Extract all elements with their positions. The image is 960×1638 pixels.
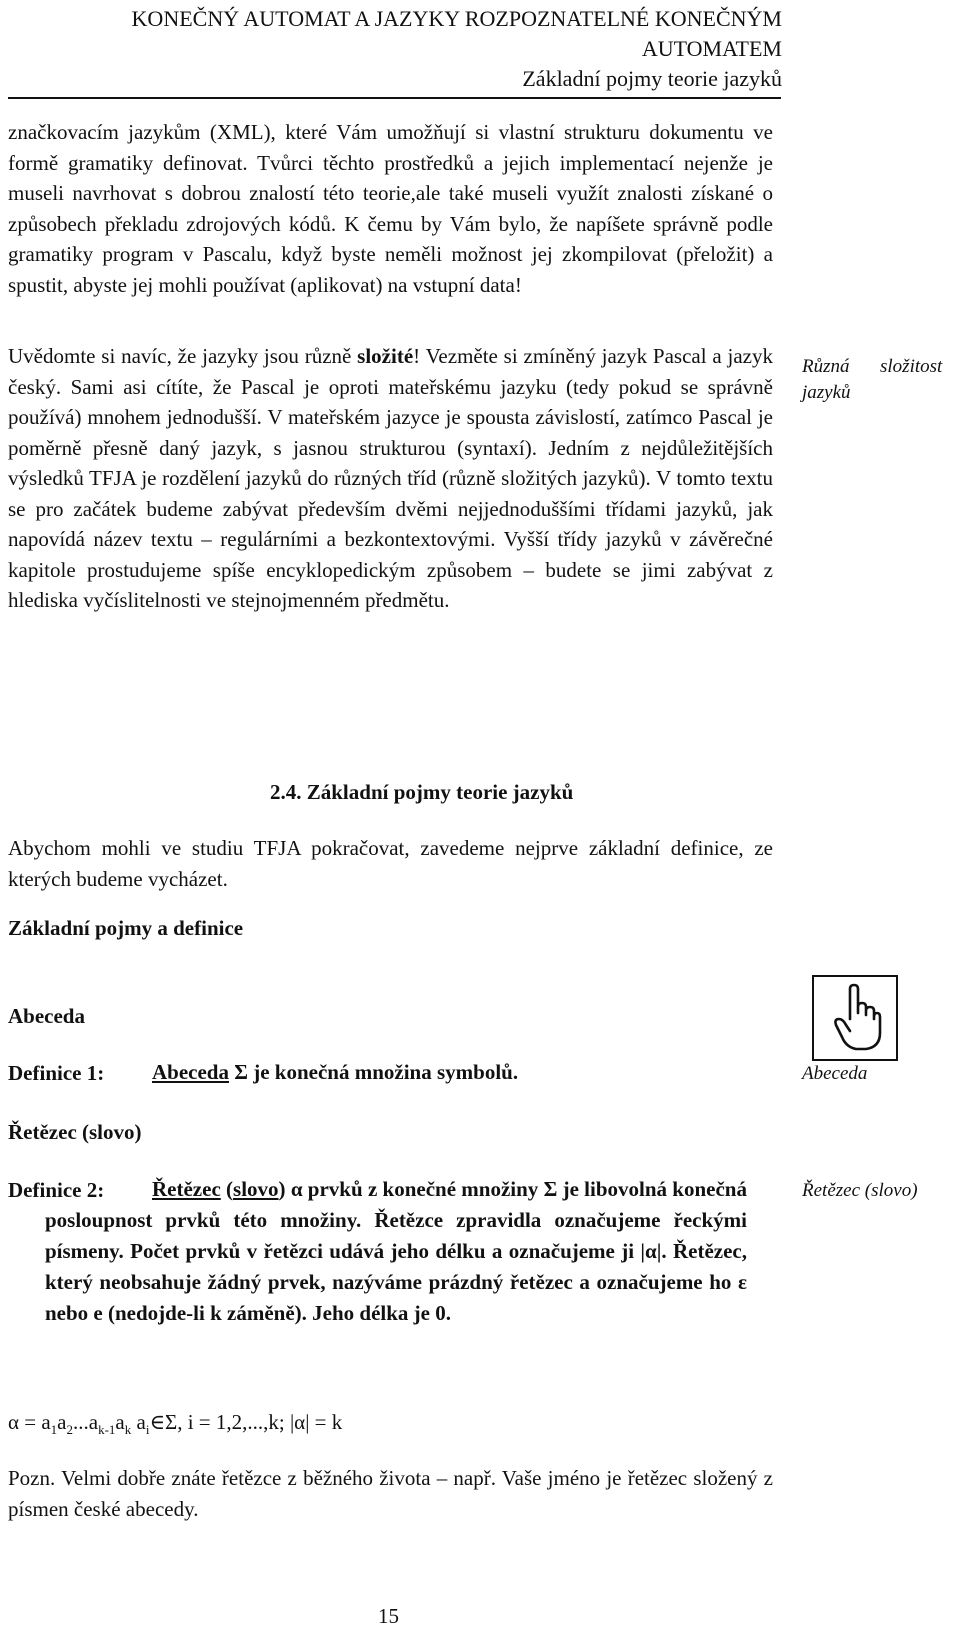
formula-sub: k: [124, 1422, 132, 1438]
formula-part: a: [115, 1410, 125, 1434]
definition-2-text: Řetězec (slovo) α prvků z konečné množiny Σ je libovolná konečná posloupnost prvků této množiny. Řetězce zpravidla označujeme řeckými písmeny. Počet prvků v řetězci udává jeho délku a označujeme ji |α|. Řetězec, který neobsahuje žádný prvek, nazýváme prázdný řetězec a označujeme ho ε nebo e (nedojde-li k záměně). Jeho délka je 0.: [45, 1177, 747, 1325]
subsection-title: Základní pojmy a definice: [8, 916, 244, 940]
formula-part: ∈Σ, i = 1,2,...,k; |α| = k: [149, 1410, 343, 1434]
header-line-3: Základní pojmy teorie jazyků: [522, 66, 782, 91]
margin-note-retezec: Řetězec (slovo): [802, 1180, 918, 1201]
definition-2-label: Definice 2:: [8, 1178, 105, 1202]
note-paragraph: Pozn. Velmi dobře znáte řetězce z běžného života – např. Vaše jméno je řetězec složený z písmen české abecedy.: [8, 1466, 773, 1521]
formula-sub: 2: [66, 1422, 73, 1438]
formula-part: a: [131, 1410, 146, 1434]
header-line-1: KONEČNÝ AUTOMAT A JAZYKY ROZPOZNATELNÉ KONEČNÝM: [131, 6, 782, 31]
section-title: 2.4. Základní pojmy teorie jazyků: [270, 780, 574, 804]
margin-note-word-2: složitost: [880, 356, 943, 377]
margin-note-abeceda: Abeceda: [802, 1063, 868, 1084]
formula-part: ...a: [73, 1410, 99, 1434]
paragraph-complexity-pre: Uvědomte si navíc, že jazyky jsou různě: [8, 344, 358, 368]
formula-sub: k-1: [98, 1422, 116, 1438]
running-header: [22, 4, 782, 94]
definition-2-term-alt: slovo: [233, 1177, 279, 1201]
page-number: 15: [378, 1604, 399, 1628]
formula-part: α = a: [8, 1410, 51, 1434]
heading-retezec: Řetězec (slovo): [8, 1120, 142, 1144]
section-intro: Abychom mohli ve studiu TFJA pokračovat, zavedeme nejprve základní definice, ze kterých budeme vycházet.: [8, 836, 773, 891]
header-rule: [8, 97, 781, 99]
definition-1-rest: Σ je konečná množina symbolů.: [229, 1060, 519, 1084]
formula-part: a: [57, 1410, 67, 1434]
paragraph-intro-part1: značkovacím jazykům (XML), které Vám umožňují si vlastní strukturu dokumentu ve formě gramatiky definovat. Tvůrci těchto prostředků a jejich implementací nejenže je museli navrhovat s dobrou znalostí této teorie,ale také museli využít znalosti získané o způsobech překladu zdrojových kódů.: [8, 120, 773, 236]
paragraph-intro: [8, 117, 773, 300]
pointing-hand-icon: [812, 975, 898, 1061]
margin-note-complexity: [802, 354, 952, 406]
header-line-2: AUTOMATEM: [641, 36, 782, 61]
definition-2-rest: α prvků z konečné množiny Σ je libovolná konečná posloupnost prvků této množiny. Řetězce zpravidla označujeme řeckými písmeny. Počet prvků v řetězci udává jeho délku a označujeme ji |α|. Řetězec, který neobsahuje žádný prvek, nazýváme prázdný řetězec a označujeme ho ε nebo e (nedojde-li k záměně). Jeho délka je 0.: [45, 1177, 747, 1325]
paragraph-complexity: [8, 341, 773, 616]
paragraph-intro-part2: K čemu by Vám bylo, že napíšete správně podle gramatiky program v Pascalu, když byste neměli možnost jej zkompilovat (přeložit) a spustit, abyste jej mohli používat (aplikovat) na vstupní data!: [8, 211, 774, 297]
definition-1-label: Definice 1:: [8, 1061, 105, 1085]
margin-note-word-1: Různá: [802, 356, 850, 377]
definition-2-term: Řetězec: [152, 1177, 221, 1201]
definition-1-text: [152, 1057, 518, 1088]
margin-note-word-3: jazyků: [802, 382, 851, 403]
formula-sub: 1: [50, 1422, 58, 1438]
paragraph-complexity-post: ! Vezměte si zmíněný jazyk Pascal a jazyk český. Sami asi cítíte, že Pascal je oproti mateřskému jazyku (tedy pokud se správně používá) mnohem jednodušší. V mateřském jazyce je spousta závislostí, zatímco Pascal je poměrně přesně daný jazyk, s jasnou strukturou (syntaxí). Jedním z nejdůležitějších výsledků TFJA je rozdělení jazyků do různých tříd (různě složitých jazyků). V tomto textu se pro začátek budeme zabývat především dvěmi nejjednoduššími třídami jazyků, jak napovídá název textu – regulárními a bezkontextovými. Vyšší třídy jazyků v závěrečné kapitole prostudujeme spíše encyklopedickým způsobem – budete se jimi zabývat z hlediska vyčíslitelnosti ve stejnojmenném předmětu.: [8, 344, 773, 612]
formula-sub: i: [145, 1422, 150, 1438]
string-formula: [8, 1410, 342, 1438]
paragraph-complexity-bold: složité: [357, 344, 414, 368]
heading-abeceda: Abeceda: [8, 1004, 85, 1028]
definition-1-term: Abeceda: [152, 1060, 229, 1084]
